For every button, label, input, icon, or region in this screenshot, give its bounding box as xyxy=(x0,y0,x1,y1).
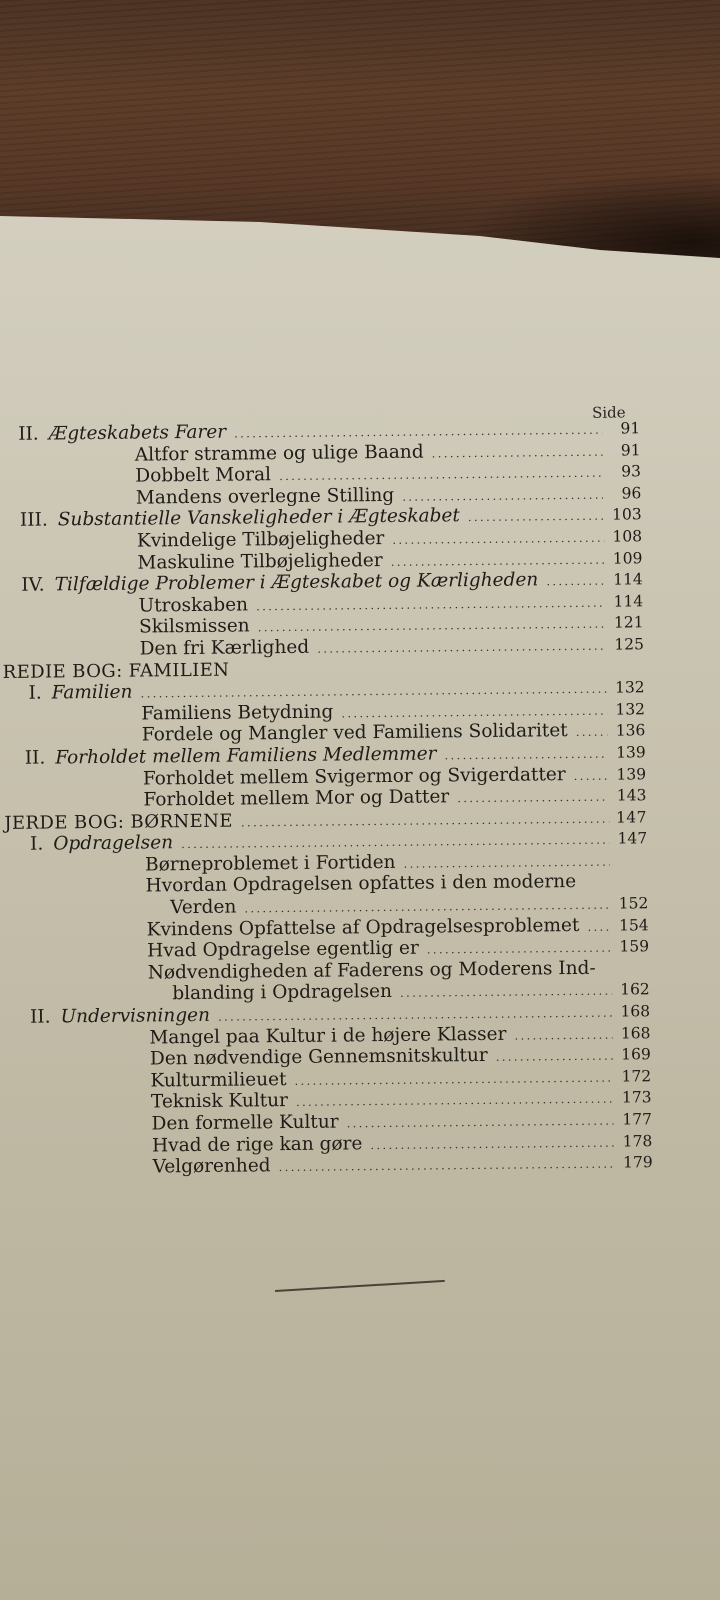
page-number: 139 xyxy=(616,764,647,784)
page-number: 168 xyxy=(620,1002,651,1021)
section-title: Kvindens Opfattelse af Opdragelsesproblemet xyxy=(146,914,580,941)
page-number: 91 xyxy=(620,419,641,438)
section-title: Hvad Opdragelse egentlig er xyxy=(147,937,419,962)
chapter-numeral: I. xyxy=(29,833,44,855)
page-number: 147 xyxy=(617,829,648,848)
chapter-title: Substantielle Vanskeligheder i Ægteskabet xyxy=(57,505,460,531)
section-title: Skilsmissen xyxy=(139,615,250,638)
page-number: 96 xyxy=(621,484,642,503)
chapter-numeral: IV. xyxy=(21,574,45,596)
section-title: Nødvendigheden af Faderens og Moderens Ind- xyxy=(147,957,596,984)
page-number: 172 xyxy=(621,1067,652,1086)
page-number: 125 xyxy=(614,635,644,654)
dot-leader xyxy=(278,1154,614,1179)
section-title: Fordele og Mangler ved Familiens Solidaritet xyxy=(141,720,568,746)
chapter-numeral: III. xyxy=(19,509,48,532)
chapter-title: Tilfældige Problemer i Ægteskabet og Kærligheden xyxy=(54,569,539,596)
page-number: 159 xyxy=(619,937,650,956)
section-title: Utroskaben xyxy=(138,594,249,617)
page-number: 177 xyxy=(622,1110,653,1129)
section-title: Mandens overlegne Stilling xyxy=(135,484,395,509)
page-number: 114 xyxy=(613,592,644,611)
page-number: 154 xyxy=(618,915,649,935)
book-heading: JERDE BOG: BØRNENE xyxy=(4,810,233,834)
page-number: 152 xyxy=(618,894,649,913)
chapter-title: Opdragelsen xyxy=(53,832,174,855)
page-number: 132 xyxy=(614,678,645,697)
chapter-numeral: II. xyxy=(18,423,39,445)
section-title: Hvordan Opdragelsen opfattes i den moderne xyxy=(145,871,577,897)
toc-entries xyxy=(0,416,720,1179)
chapter-title: Familien xyxy=(51,681,133,704)
section-title: Den fri Kærlighed xyxy=(139,636,310,660)
page-column-label: Side xyxy=(591,403,626,422)
section-title: Kvindelige Tilbøjeligheder xyxy=(136,527,385,552)
page-number: 103 xyxy=(612,505,642,524)
chapter-numeral: I. xyxy=(28,682,42,704)
section-title: Hvad de rige kan gøre xyxy=(151,1132,363,1157)
section-title: Familiens Betydning xyxy=(141,701,334,725)
section-title: blanding i Opdragelsen xyxy=(172,981,393,1005)
section-title: Børneproblemet i Fortiden xyxy=(144,851,396,876)
section-title: Mangel paa Kultur i de højere Klasser xyxy=(149,1023,507,1049)
chapter-title: Ægteskabets Farer xyxy=(48,421,227,445)
section-title: Forholdet mellem Svigermor og Svigerdatter xyxy=(142,763,566,790)
section-title: Den nødvendige Gennemsnitskultur xyxy=(149,1045,488,1070)
section-title: Den formelle Kultur xyxy=(151,1111,339,1135)
page-number: 109 xyxy=(612,548,643,568)
section-title: Altfor stramme og ulige Baand xyxy=(134,441,424,466)
section-title: Velgørenhed xyxy=(152,1155,271,1178)
page-number: 143 xyxy=(616,786,647,805)
chapter-title: Forholdet mellem Familiens Medlemmer xyxy=(55,743,437,769)
dot-leader xyxy=(587,916,611,938)
page-number: 139 xyxy=(616,743,646,762)
page-number: 173 xyxy=(621,1088,652,1107)
section-title: Teknisk Kultur xyxy=(150,1090,289,1113)
page-number: 179 xyxy=(622,1153,653,1172)
section-title: Maskuline Tilbøjeligheder xyxy=(137,549,383,574)
section-title: Verden xyxy=(170,896,237,919)
page-number: 168 xyxy=(620,1023,651,1043)
section-title: Kulturmilieuet xyxy=(150,1068,287,1092)
page-number: 136 xyxy=(615,721,646,740)
page-number: 108 xyxy=(612,527,643,546)
section-title: Dobbelt Moral xyxy=(135,464,272,487)
page-number: 93 xyxy=(621,462,642,481)
page-number: 121 xyxy=(613,613,644,632)
chapter-numeral: II. xyxy=(29,1006,51,1028)
section-title: Forholdet mellem Mor og Datter xyxy=(143,786,450,811)
page-number: 162 xyxy=(620,980,650,999)
page-number: 91 xyxy=(620,440,641,460)
page-number: 132 xyxy=(615,699,646,719)
page-number: 147 xyxy=(615,807,647,827)
page-number: 169 xyxy=(621,1045,651,1064)
dot-leader xyxy=(576,722,608,744)
chapter-numeral: II. xyxy=(24,747,46,769)
page-number: 178 xyxy=(622,1131,653,1151)
page-number: 114 xyxy=(613,570,643,589)
chapter-title: Undervisningen xyxy=(60,1004,211,1028)
book-heading: REDIE BOG: FAMILIEN xyxy=(2,659,230,683)
